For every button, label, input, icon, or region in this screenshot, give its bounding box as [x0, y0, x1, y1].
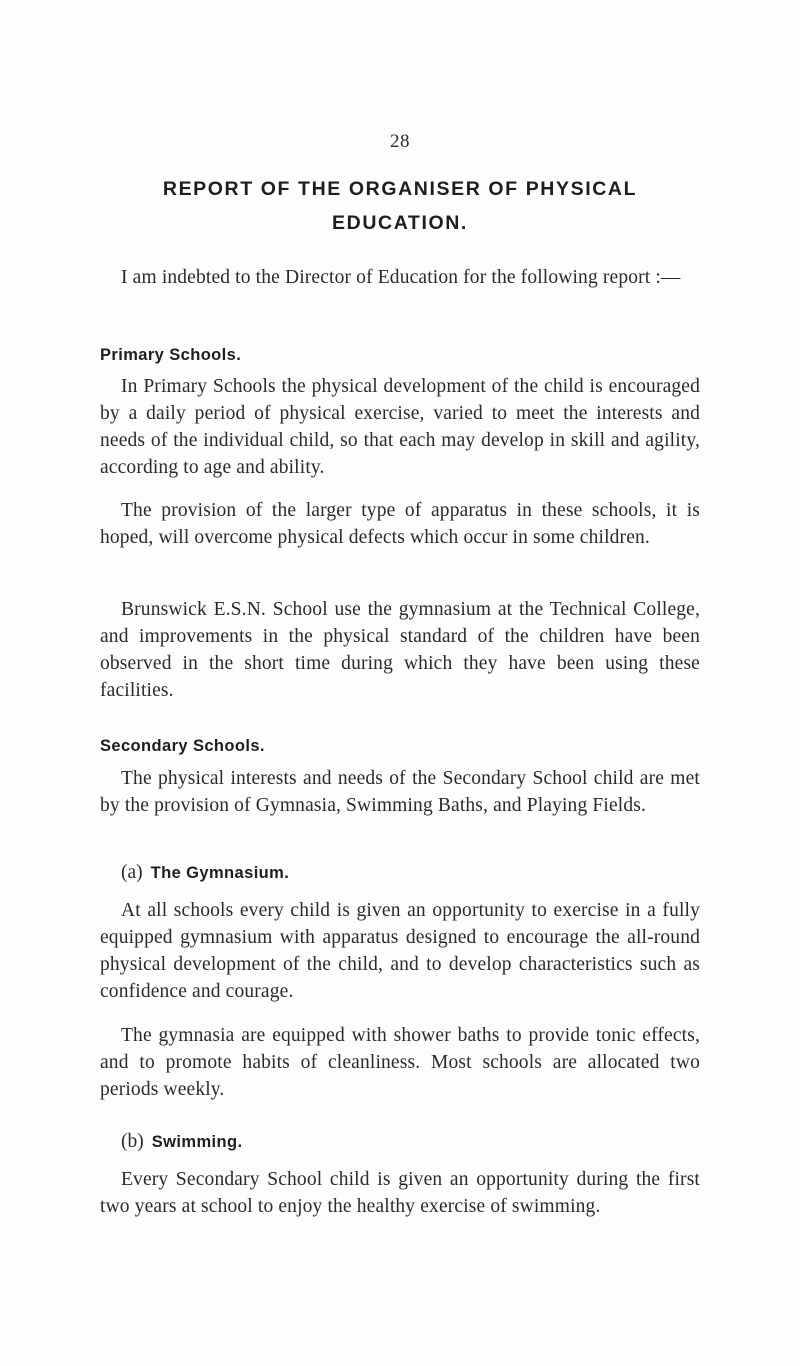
subheading-swimming — [121, 1131, 242, 1153]
subheading-title: The Gymnasium. — [150, 864, 290, 882]
page-number: 28 — [390, 131, 410, 152]
heading-secondary-schools: Secondary Schools. — [100, 737, 265, 755]
gymnasium-paragraph-1: At all schools every child is given an opportunity to exercise in a fully equipped gymnasium with apparatus designed to encourage the all-round physical development of the child, and to develop characteristics such as confidence and courage. — [100, 900, 700, 1002]
intro-paragraph: I am indebted to the Director of Education for the following report :— — [121, 267, 681, 288]
subheading-title: Swimming. — [151, 1133, 243, 1151]
subheading-label: (a) — [121, 862, 143, 883]
subheading-label: (b) — [121, 1131, 144, 1152]
page-title: REPORT OF THE ORGANISER OF PHYSICAL EDUCATION. — [162, 178, 638, 234]
subheading-gymnasium — [121, 862, 289, 884]
gymnasium-paragraph-2: The gymnasia are equipped with shower baths to provide tonic effects, and to promote habits of cleanliness. Most schools are allocated two periods weekly. — [100, 1025, 700, 1100]
primary-paragraph-1: In Primary Schools the physical development of the child is encouraged by a daily period of physical exercise, varied to meet the interests and needs of the individual child, so that each may develop in skill and agility, according to age and ability. — [100, 376, 700, 478]
primary-paragraph-3: Brunswick E.S.N. School use the gymnasium at the Technical College, and improvements in the physical standard of the children have been observed in the short time during which they have been using these facilities. — [100, 599, 700, 701]
secondary-paragraph-1: The physical interests and needs of the Secondary School child are met by the provision of Gymnasia, Swimming Baths, and Playing Fields. — [100, 768, 700, 816]
primary-paragraph-2: The provision of the larger type of apparatus in these schools, it is hoped, will overcome physical defects which occur in some children. — [100, 500, 700, 548]
heading-primary-schools: Primary Schools. — [100, 346, 242, 364]
swimming-paragraph-1: Every Secondary School child is given an opportunity during the first two years at school to enjoy the healthy exercise of swimming. — [100, 1169, 700, 1217]
